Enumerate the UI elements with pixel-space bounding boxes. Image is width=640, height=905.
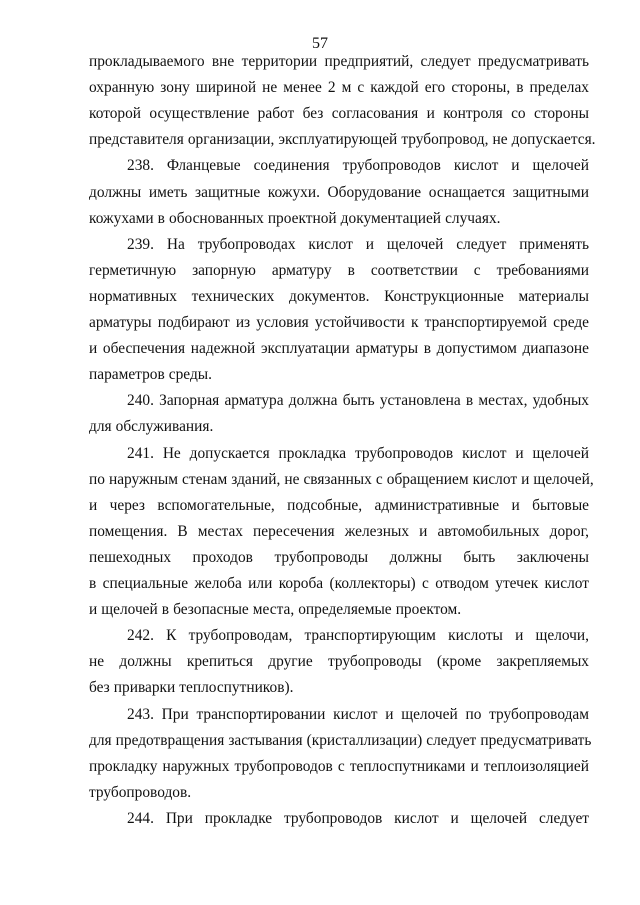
text-line: кожухами в обоснованных проектной документацией случаях. [89,209,501,227]
text-line: не должны крепиться другие трубопроводы (кроме закрепляемых [89,653,589,671]
text-line: охранную зону шириной не менее 2 м с каждой его стороны, в пределах [89,79,589,97]
text-line: и обеспечения надежной эксплуатации арматуры в допустимом диапазоне [89,340,589,358]
text-line: 240. Запорная арматура должна быть установлена в местах, удобных [127,392,589,410]
text-line: 242. К трубопроводам, транспортирующим кислоты и щелочи, [127,627,589,645]
text-line: по наружным стенам зданий, не связанных с обращением кислот и щелочей, [89,470,594,488]
text-line: 243. При транспортировании кислот и щелочей по трубопроводам [127,705,589,723]
text-line: 244. При прокладке трубопроводов кислот и щелочей следует [127,809,589,827]
text-line: 238. Фланцевые соединения трубопроводов кислот и щелочей [127,157,589,175]
text-line: для обслуживания. [89,418,214,436]
text-line: нормативных технических документов. Конструкционные материалы [89,287,589,305]
text-line: в специальные желоба или короба (коллекторы) с отводом утечек кислот [89,575,589,592]
page-number: 57 [312,35,328,52]
text-line: представителя организации, эксплуатирующей трубопровод, не допускается. [89,131,596,149]
text-line: трубопроводов. [89,783,192,801]
text-line: прокладку наружных трубопроводов с теплоспутниками и теплоизоляцией [89,757,589,775]
text-line: помещения. В местах пересечения железных и автомобильных дорог, [89,522,589,540]
text-line: которой осуществление работ без согласования и контроля со стороны [89,105,589,123]
text-line: должны иметь защитные кожухи. Оборудование оснащается защитными [89,183,589,201]
text-line: герметичную запорную арматуру в соответствии с требованиями [89,261,589,279]
text-line: прокладываемого вне территории предприятий, следует предусматривать [89,53,589,70]
text-line: арматуры подбирают из условия устойчивости к транспортируемой среде [89,314,589,331]
text-line: параметров среды. [89,366,212,384]
text-line: и через вспомогательные, подсобные, административные и бытовые [89,496,589,514]
text-line: и щелочей в безопасные места, определяемые проектом. [89,601,462,619]
text-line: для предотвращения застывания (кристаллизации) следует предусматривать [89,731,592,749]
text-line: без приварки теплоспутников). [89,679,294,697]
text-line: пешеходных проходов трубопроводы должны быть заключены [89,548,589,566]
text-line: 239. На трубопроводах кислот и щелочей следует применять [127,235,589,253]
text-line: 241. Не допускается прокладка трубопроводов кислот и щелочей [127,444,589,462]
